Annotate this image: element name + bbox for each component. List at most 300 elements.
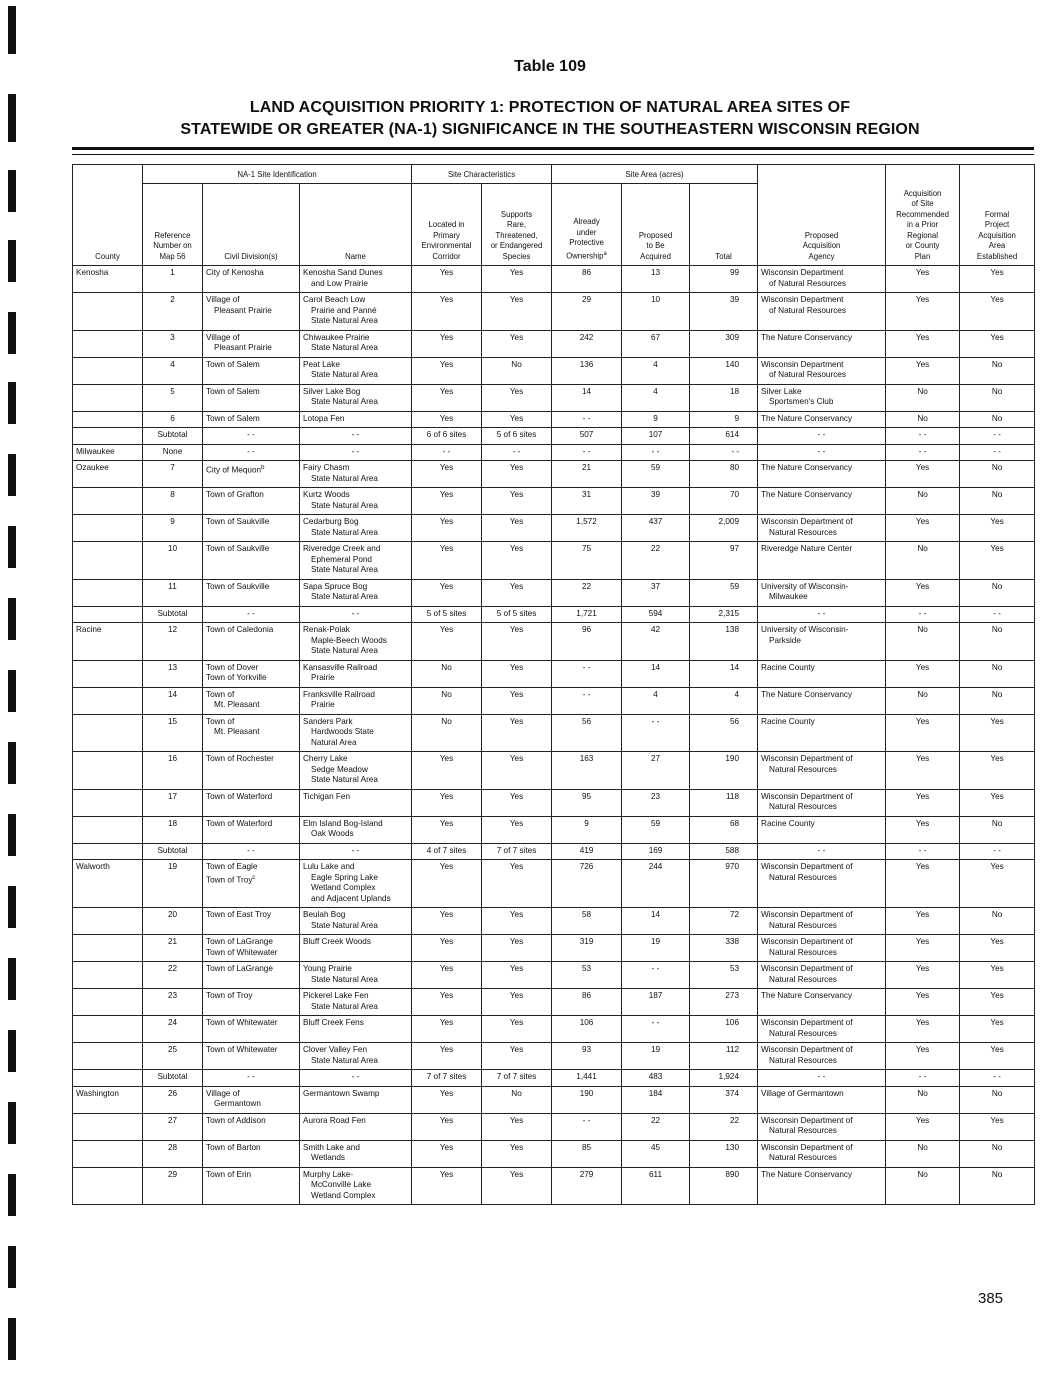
civil-division-cell bbox=[203, 1043, 300, 1070]
cell-line: Milwaukee bbox=[769, 592, 808, 601]
total-acres-cell: 890 bbox=[690, 1167, 758, 1205]
cell-line: Natural Resources bbox=[769, 1153, 837, 1162]
species-cell: Yes bbox=[482, 908, 552, 935]
cell-line: Natural Resources bbox=[769, 764, 837, 774]
site-name-cell bbox=[300, 1113, 412, 1140]
reference-cell: 10 bbox=[143, 542, 203, 580]
reference-cell: 8 bbox=[143, 488, 203, 515]
cell-line: Kansasville Railroad bbox=[303, 662, 378, 672]
cell-line bbox=[206, 754, 296, 765]
site-name-cell: - - bbox=[300, 428, 412, 445]
reference-cell: Subtotal bbox=[143, 1070, 203, 1087]
cell-line: Clover Valley Fen bbox=[303, 1045, 368, 1054]
table-row bbox=[73, 1016, 1035, 1043]
proposed-acres-cell: 184 bbox=[622, 1086, 690, 1113]
cell-line: Natural Resources bbox=[769, 872, 837, 882]
agency-cell bbox=[758, 1113, 886, 1140]
corridor-cell: Yes bbox=[412, 962, 482, 989]
cell-line: The Nature Conservancy bbox=[761, 413, 853, 423]
table-row bbox=[73, 789, 1035, 816]
formal-area-cell: Yes bbox=[960, 989, 1035, 1016]
total-acres-cell: 18 bbox=[690, 384, 758, 411]
reference-cell: 15 bbox=[143, 714, 203, 752]
agency-cell bbox=[758, 816, 886, 843]
agency-cell bbox=[758, 989, 886, 1016]
cell-text: Village of bbox=[206, 1088, 240, 1098]
civil-division-cell bbox=[203, 1113, 300, 1140]
site-name-cell bbox=[300, 293, 412, 331]
county-cell: Washington bbox=[73, 1086, 143, 1113]
cell-text: Town of East Troy bbox=[206, 910, 272, 919]
owned-acres-cell: 163 bbox=[552, 752, 622, 790]
civil-division-cell bbox=[203, 488, 300, 515]
reference-cell: 28 bbox=[143, 1140, 203, 1167]
owned-acres-cell: 14 bbox=[552, 384, 622, 411]
species-cell: Yes bbox=[482, 411, 552, 428]
header-civil-division: Civil Division(s) bbox=[203, 184, 300, 266]
cell-text: City of Kenosha bbox=[206, 268, 264, 277]
binding-mark bbox=[8, 6, 16, 54]
agency-cell bbox=[758, 411, 886, 428]
header-reference: Reference Number on Map 56 bbox=[143, 184, 203, 266]
cell-line: University of Wisconsin- bbox=[761, 581, 849, 591]
cell-line: State Natural Area bbox=[311, 473, 378, 483]
prior-plan-cell: No bbox=[886, 1086, 960, 1113]
cell-line: The Nature Conservancy bbox=[761, 332, 853, 342]
header-proposed: Proposed to Be Acquired bbox=[622, 184, 690, 266]
corridor-cell: No bbox=[412, 687, 482, 714]
reference-cell: 14 bbox=[143, 687, 203, 714]
site-name-cell bbox=[300, 542, 412, 580]
binding-mark bbox=[8, 1102, 16, 1144]
cell-line: Sanders Park bbox=[303, 716, 353, 726]
cell-line: Pickerel Lake Fen bbox=[303, 991, 369, 1000]
cell-line: State Natural Area bbox=[311, 527, 378, 537]
corridor-cell: Yes bbox=[412, 579, 482, 606]
county-cell bbox=[73, 542, 143, 580]
cell-text: Town of Rochester bbox=[206, 754, 274, 763]
table-row bbox=[73, 623, 1035, 661]
proposed-acres-cell: - - bbox=[622, 714, 690, 752]
proposed-acres-cell: 14 bbox=[622, 908, 690, 935]
cell-line bbox=[206, 1099, 296, 1110]
prior-plan-cell: No bbox=[886, 687, 960, 714]
agency-cell bbox=[758, 962, 886, 989]
cell-line: Murphy Lake- bbox=[303, 1169, 354, 1179]
total-acres-cell: 112 bbox=[690, 1043, 758, 1070]
species-cell: 5 of 6 sites bbox=[482, 428, 552, 445]
formal-area-cell: No bbox=[960, 579, 1035, 606]
formal-area-cell: Yes bbox=[960, 860, 1035, 908]
agency-cell bbox=[758, 623, 886, 661]
proposed-acres-cell: 67 bbox=[622, 330, 690, 357]
cell-line: Chiwaukee Prairie bbox=[303, 332, 370, 342]
species-cell: 5 of 5 sites bbox=[482, 606, 552, 623]
cell-line: and Low Prairie bbox=[311, 278, 368, 288]
cell-line: Renak-Polak bbox=[303, 625, 350, 634]
species-cell: Yes bbox=[482, 1140, 552, 1167]
owned-acres-cell: 1,441 bbox=[552, 1070, 622, 1087]
cell-line bbox=[206, 819, 296, 830]
civil-division-cell bbox=[203, 623, 300, 661]
prior-plan-cell: Yes bbox=[886, 962, 960, 989]
site-name-cell bbox=[300, 1086, 412, 1113]
total-acres-cell: 9 bbox=[690, 411, 758, 428]
prior-plan-cell: No bbox=[886, 488, 960, 515]
cell-line: State Natural Area bbox=[311, 646, 378, 655]
total-acres-cell: 374 bbox=[690, 1086, 758, 1113]
formal-area-cell: Yes bbox=[960, 1016, 1035, 1043]
species-cell: Yes bbox=[482, 515, 552, 542]
table-body bbox=[73, 266, 1035, 1205]
formal-area-cell: Yes bbox=[960, 935, 1035, 962]
total-acres-cell: 72 bbox=[690, 908, 758, 935]
corridor-cell: Yes bbox=[412, 1043, 482, 1070]
site-name-cell bbox=[300, 357, 412, 384]
cell-line: Riveredge Nature Center bbox=[761, 544, 853, 553]
reference-cell: 29 bbox=[143, 1167, 203, 1205]
binding-mark bbox=[8, 886, 16, 928]
prior-plan-cell: Yes bbox=[886, 935, 960, 962]
prior-plan-cell: No bbox=[886, 1167, 960, 1205]
binding-mark bbox=[8, 170, 16, 212]
site-name-cell bbox=[300, 384, 412, 411]
owned-acres-cell: - - bbox=[552, 444, 622, 461]
formal-area-cell: Yes bbox=[960, 515, 1035, 542]
cell-line: Racine County bbox=[761, 818, 815, 828]
cell-line bbox=[206, 1045, 296, 1056]
reference-cell: 16 bbox=[143, 752, 203, 790]
reference-cell: 12 bbox=[143, 623, 203, 661]
cell-line: Racine County bbox=[761, 716, 815, 726]
county-cell bbox=[73, 752, 143, 790]
table-row bbox=[73, 515, 1035, 542]
civil-division-cell bbox=[203, 789, 300, 816]
cell-line: Wisconsin Department of bbox=[761, 791, 853, 801]
owned-acres-cell: 53 bbox=[552, 962, 622, 989]
agency-cell bbox=[758, 330, 886, 357]
species-cell: Yes bbox=[482, 816, 552, 843]
proposed-acres-cell: 39 bbox=[622, 488, 690, 515]
formal-area-cell: Yes bbox=[960, 1043, 1035, 1070]
species-cell: 7 of 7 sites bbox=[482, 843, 552, 860]
cell-text: Mt. Pleasant bbox=[214, 700, 260, 709]
proposed-acres-cell: 594 bbox=[622, 606, 690, 623]
prior-plan-cell: - - bbox=[886, 606, 960, 623]
title-line: LAND ACQUISITION PRIORITY 1: PROTECTION OF NATURAL AREA SITES OF bbox=[249, 99, 851, 116]
cell-line bbox=[206, 873, 296, 886]
table-row bbox=[73, 962, 1035, 989]
owned-acres-cell: 96 bbox=[552, 623, 622, 661]
owned-acres-cell: 29 bbox=[552, 293, 622, 331]
cell-line bbox=[206, 690, 296, 701]
header-prior-plan: Acquisition of Site Recommended in a Prior Regional or County Plan bbox=[886, 165, 960, 266]
owned-acres-cell: 279 bbox=[552, 1167, 622, 1205]
cell-text: Pleasant Prairie bbox=[214, 343, 272, 352]
cell-line bbox=[206, 387, 296, 398]
reference-cell: 6 bbox=[143, 411, 203, 428]
corridor-cell: - - bbox=[412, 444, 482, 461]
county-cell bbox=[73, 579, 143, 606]
total-acres-cell: 138 bbox=[690, 623, 758, 661]
total-acres-cell: 56 bbox=[690, 714, 758, 752]
county-cell: Walworth bbox=[73, 860, 143, 908]
species-cell: Yes bbox=[482, 1043, 552, 1070]
cell-line: State Natural Area bbox=[311, 974, 378, 984]
owned-acres-cell: - - bbox=[552, 687, 622, 714]
cell-line: Silver Lake bbox=[761, 386, 802, 396]
total-acres-cell: 273 bbox=[690, 989, 758, 1016]
cell-line: State Natural Area bbox=[311, 1001, 378, 1011]
proposed-acres-cell: 169 bbox=[622, 843, 690, 860]
agency-cell bbox=[758, 860, 886, 908]
formal-area-cell: Yes bbox=[960, 962, 1035, 989]
civil-division-cell bbox=[203, 660, 300, 687]
species-cell: Yes bbox=[482, 1113, 552, 1140]
species-cell: Yes bbox=[482, 660, 552, 687]
agency-cell: - - bbox=[758, 444, 886, 461]
cell-line bbox=[206, 268, 296, 279]
proposed-acres-cell: 19 bbox=[622, 935, 690, 962]
cell-line: Lotopa Fen bbox=[303, 413, 345, 423]
cell-line: Natural Area bbox=[311, 737, 357, 747]
cell-line: Natural Resources bbox=[769, 527, 837, 537]
cell-text: Town of Erin bbox=[206, 1169, 252, 1179]
cell-line: The Nature Conservancy bbox=[761, 991, 853, 1000]
total-acres-cell: 14 bbox=[690, 660, 758, 687]
cell-text: Pleasant Prairie bbox=[214, 305, 272, 315]
cell-line: Wisconsin Department bbox=[761, 295, 844, 304]
total-acres-cell: 1,924 bbox=[690, 1070, 758, 1087]
cell-line: Natural Resources bbox=[769, 947, 837, 957]
cell-line: Wisconsin Department bbox=[761, 359, 844, 369]
cell-line bbox=[206, 1170, 296, 1181]
proposed-acres-cell: 59 bbox=[622, 816, 690, 843]
corridor-cell: 7 of 7 sites bbox=[412, 1070, 482, 1087]
species-cell: Yes bbox=[482, 1016, 552, 1043]
total-acres-cell: 22 bbox=[690, 1113, 758, 1140]
cell-text: Mt. Pleasant bbox=[214, 727, 260, 736]
owned-acres-cell: - - bbox=[552, 1113, 622, 1140]
formal-area-cell: - - bbox=[960, 428, 1035, 445]
table-row bbox=[73, 293, 1035, 331]
county-cell bbox=[73, 1167, 143, 1205]
subtotal-row bbox=[73, 606, 1035, 623]
footnote-mark: c bbox=[252, 874, 256, 881]
site-name-cell bbox=[300, 266, 412, 293]
county-cell bbox=[73, 357, 143, 384]
corridor-cell: Yes bbox=[412, 623, 482, 661]
county-cell bbox=[73, 789, 143, 816]
civil-division-cell bbox=[203, 515, 300, 542]
binding-mark bbox=[8, 1174, 16, 1216]
prior-plan-cell: No bbox=[886, 1140, 960, 1167]
total-acres-cell: 338 bbox=[690, 935, 758, 962]
owned-acres-cell: 1,572 bbox=[552, 515, 622, 542]
corridor-cell: Yes bbox=[412, 1016, 482, 1043]
county-cell bbox=[73, 687, 143, 714]
prior-plan-cell: Yes bbox=[886, 989, 960, 1016]
reference-cell: 19 bbox=[143, 860, 203, 908]
proposed-acres-cell: 19 bbox=[622, 1043, 690, 1070]
table-row bbox=[73, 461, 1035, 488]
owned-acres-cell: 58 bbox=[552, 908, 622, 935]
binding-mark bbox=[8, 94, 16, 142]
corridor-cell: 5 of 5 sites bbox=[412, 606, 482, 623]
species-cell: Yes bbox=[482, 330, 552, 357]
corridor-cell: No bbox=[412, 660, 482, 687]
cell-line: Aurora Road Fen bbox=[303, 1115, 366, 1125]
header-owned: Already under Protective Ownership$^a$ bbox=[552, 184, 622, 266]
table-row bbox=[73, 660, 1035, 687]
formal-area-cell: Yes bbox=[960, 789, 1035, 816]
table-number: Table 109 bbox=[514, 58, 586, 75]
cell-line: Wisconsin Department of bbox=[761, 1142, 853, 1152]
site-name-cell bbox=[300, 962, 412, 989]
formal-area-cell: Yes bbox=[960, 714, 1035, 752]
page-number: 385 bbox=[978, 1290, 1004, 1307]
reference-cell: 18 bbox=[143, 816, 203, 843]
cell-line bbox=[206, 727, 296, 738]
cell-line: Oak Woods bbox=[311, 829, 354, 838]
proposed-acres-cell: 14 bbox=[622, 660, 690, 687]
cell-text: Town of Waterford bbox=[206, 818, 273, 828]
cell-line bbox=[206, 544, 296, 555]
civil-division-cell bbox=[203, 411, 300, 428]
county-cell bbox=[73, 330, 143, 357]
total-acres-cell: 4 bbox=[690, 687, 758, 714]
proposed-acres-cell: 611 bbox=[622, 1167, 690, 1205]
prior-plan-cell: - - bbox=[886, 428, 960, 445]
site-name-cell bbox=[300, 488, 412, 515]
prior-plan-cell: - - bbox=[886, 843, 960, 860]
reference-cell: 20 bbox=[143, 908, 203, 935]
cell-line: Elm Island Bog-Island bbox=[303, 818, 383, 828]
owned-acres-cell: - - bbox=[552, 411, 622, 428]
cell-text: Town of Dover bbox=[206, 662, 259, 672]
county-cell bbox=[73, 1043, 143, 1070]
agency-cell bbox=[758, 908, 886, 935]
species-cell: Yes bbox=[482, 384, 552, 411]
agency-cell bbox=[758, 1016, 886, 1043]
civil-division-cell bbox=[203, 935, 300, 962]
site-name-cell bbox=[300, 1016, 412, 1043]
civil-division-cell bbox=[203, 962, 300, 989]
cell-line bbox=[206, 582, 296, 593]
owned-acres-cell: 93 bbox=[552, 1043, 622, 1070]
cell-text: Village of bbox=[206, 332, 240, 342]
corridor-cell: Yes bbox=[412, 908, 482, 935]
total-acres-cell: 130 bbox=[690, 1140, 758, 1167]
owned-acres-cell: 507 bbox=[552, 428, 622, 445]
proposed-acres-cell: 37 bbox=[622, 579, 690, 606]
total-acres-cell: - - bbox=[690, 444, 758, 461]
binding-mark bbox=[8, 670, 16, 712]
cell-line: Germantown Swamp bbox=[303, 1088, 380, 1098]
table-row bbox=[73, 488, 1035, 515]
binding-mark bbox=[8, 1030, 16, 1072]
header-corridor: Located in Primary Environmental Corridor bbox=[412, 184, 482, 266]
site-name-cell: - - bbox=[300, 444, 412, 461]
cell-line: Cedarburg Bog bbox=[303, 517, 359, 526]
proposed-acres-cell: 13 bbox=[622, 266, 690, 293]
civil-division-cell: - - bbox=[203, 428, 300, 445]
owned-acres-cell: 1,721 bbox=[552, 606, 622, 623]
agency-cell: - - bbox=[758, 1070, 886, 1087]
table-row bbox=[73, 860, 1035, 908]
cell-line: Sapa Spruce Bog bbox=[303, 581, 368, 591]
total-acres-cell: 99 bbox=[690, 266, 758, 293]
table-row bbox=[73, 935, 1035, 962]
species-cell: Yes bbox=[482, 962, 552, 989]
proposed-acres-cell: - - bbox=[622, 444, 690, 461]
formal-area-cell: Yes bbox=[960, 542, 1035, 580]
cell-line bbox=[206, 295, 296, 306]
civil-division-cell bbox=[203, 330, 300, 357]
total-acres-cell: 97 bbox=[690, 542, 758, 580]
species-cell: Yes bbox=[482, 579, 552, 606]
proposed-acres-cell: 4 bbox=[622, 687, 690, 714]
cell-text: Town of Salem bbox=[206, 359, 260, 369]
species-cell: Yes bbox=[482, 623, 552, 661]
cell-line: State Natural Area bbox=[311, 775, 378, 784]
table-row bbox=[73, 1043, 1035, 1070]
civil-division-cell bbox=[203, 266, 300, 293]
subtotal-row bbox=[73, 444, 1035, 461]
corridor-cell: Yes bbox=[412, 752, 482, 790]
cell-line bbox=[206, 1143, 296, 1154]
site-name-cell bbox=[300, 752, 412, 790]
table-row bbox=[73, 989, 1035, 1016]
cell-line: Lulu Lake and bbox=[303, 862, 355, 871]
site-name-cell: - - bbox=[300, 843, 412, 860]
county-cell bbox=[73, 935, 143, 962]
formal-area-cell: No bbox=[960, 1086, 1035, 1113]
agency-cell bbox=[758, 461, 886, 488]
reference-cell: None bbox=[143, 444, 203, 461]
species-cell: No bbox=[482, 357, 552, 384]
cell-line: Tichigan Fen bbox=[303, 791, 351, 801]
cell-line: Prairie bbox=[311, 673, 335, 682]
civil-division-cell: - - bbox=[203, 1070, 300, 1087]
species-cell: Yes bbox=[482, 293, 552, 331]
site-name-cell: - - bbox=[300, 606, 412, 623]
civil-division-cell bbox=[203, 384, 300, 411]
reference-cell: 24 bbox=[143, 1016, 203, 1043]
cell-text: Germantown bbox=[214, 1099, 261, 1108]
cell-line bbox=[206, 343, 296, 354]
owned-acres-cell: 31 bbox=[552, 488, 622, 515]
prior-plan-cell: Yes bbox=[886, 789, 960, 816]
total-acres-cell: 80 bbox=[690, 461, 758, 488]
prior-plan-cell: No bbox=[886, 411, 960, 428]
formal-area-cell: Yes bbox=[960, 330, 1035, 357]
prior-plan-cell: No bbox=[886, 384, 960, 411]
reference-cell: 11 bbox=[143, 579, 203, 606]
county-cell bbox=[73, 660, 143, 687]
cell-text: Town of Salem bbox=[206, 386, 260, 396]
reference-cell: 2 bbox=[143, 293, 203, 331]
cell-text: Town of Whitewater bbox=[206, 1018, 278, 1027]
top-rule-thin bbox=[72, 154, 1034, 155]
formal-area-cell: Yes bbox=[960, 293, 1035, 331]
proposed-acres-cell: 23 bbox=[622, 789, 690, 816]
site-name-cell bbox=[300, 660, 412, 687]
cell-line bbox=[206, 463, 296, 476]
site-name-cell bbox=[300, 330, 412, 357]
species-cell: Yes bbox=[482, 714, 552, 752]
corridor-cell: Yes bbox=[412, 1140, 482, 1167]
